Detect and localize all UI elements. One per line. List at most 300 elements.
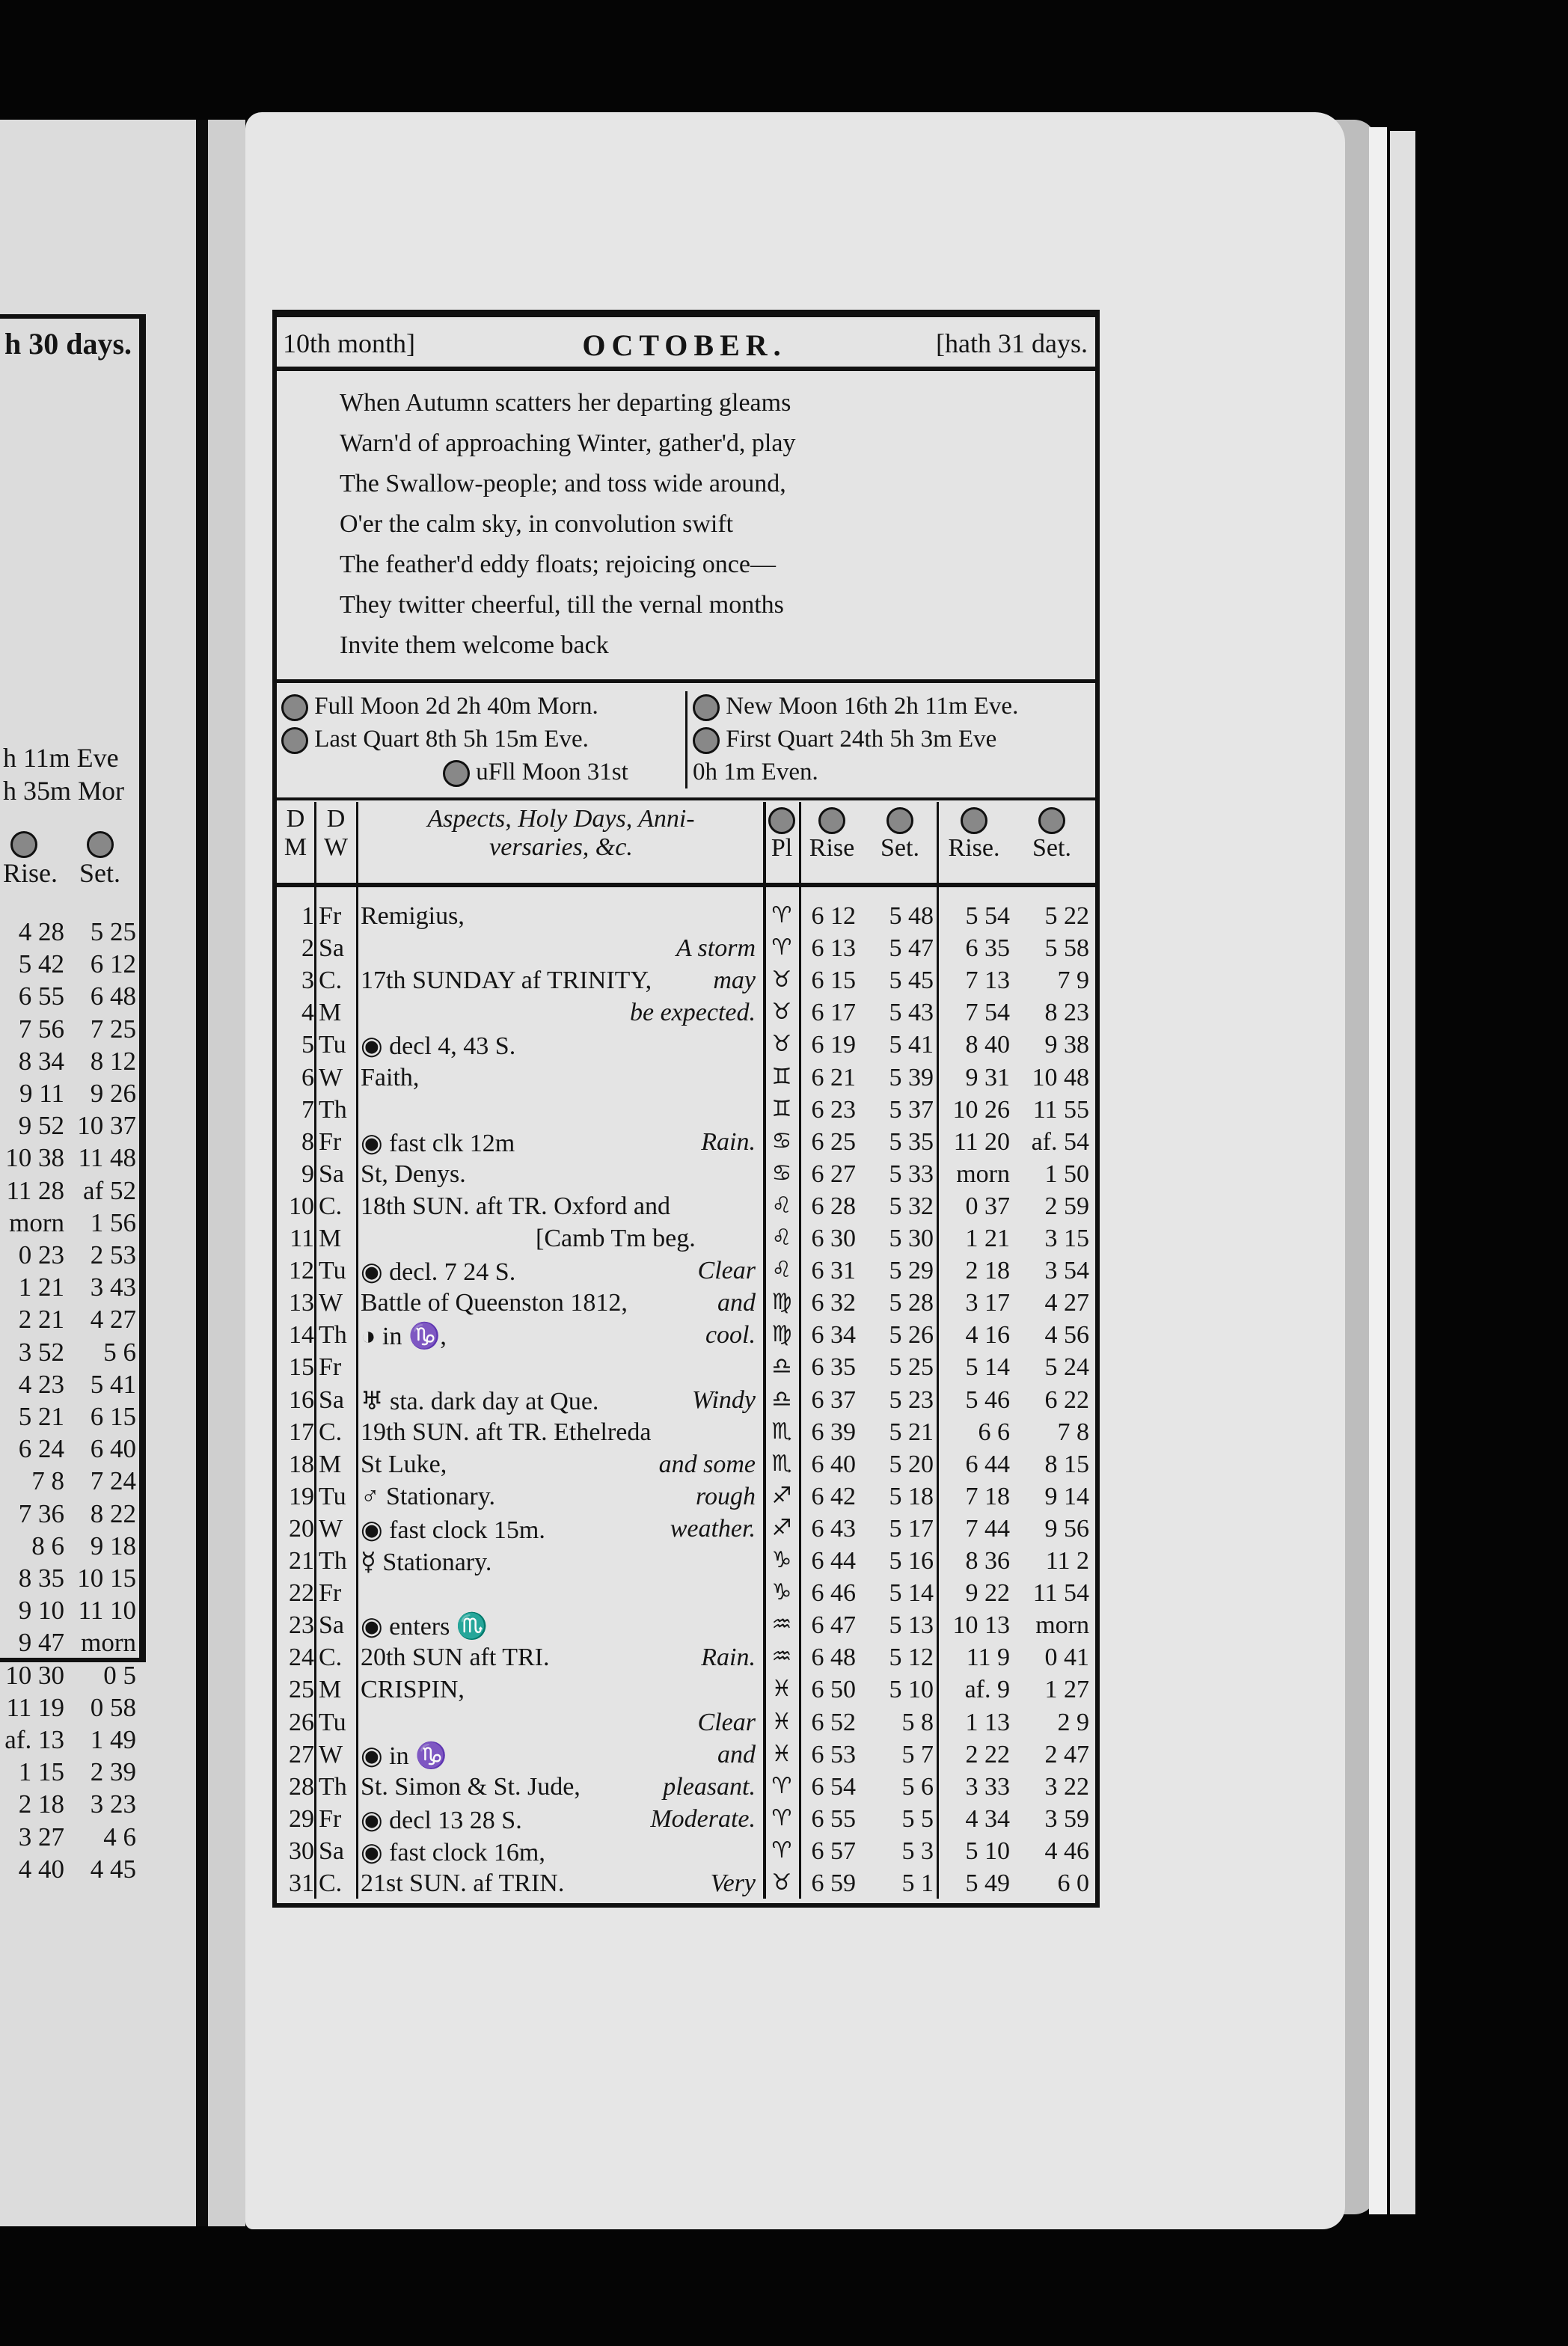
sun-set: 5 8 — [901, 1708, 934, 1736]
previous-page-moon-set: 6 15 — [90, 1402, 136, 1431]
moon-set: 5 24 — [1044, 1353, 1089, 1382]
moon-set: 7 8 — [1057, 1418, 1089, 1446]
previous-page-moon-set: 4 27 — [90, 1305, 136, 1335]
sun-rise: 6 15 — [811, 967, 856, 995]
day-of-month: 2 — [301, 934, 314, 963]
zodiac-sign: ♈ — [771, 1772, 792, 1799]
last-quarter-entry: Last Quart 8th 5h 15m Eve. — [281, 726, 589, 754]
day-of-week: M — [319, 1676, 342, 1704]
moon-rise: 8 36 — [965, 1547, 1010, 1575]
aspect-text: 17th SUNDAY af TRINITY, — [361, 967, 652, 995]
zodiac-sign: ♌ — [771, 1192, 792, 1219]
weather-note: and some — [658, 1450, 756, 1478]
day-of-week: Tu — [319, 1257, 346, 1285]
zodiac-sign: ♑ — [771, 1547, 792, 1573]
previous-page-row — [0, 1661, 135, 1693]
sun-set: 5 47 — [889, 934, 934, 963]
previous-page-moon-set: af 52 — [83, 1175, 136, 1205]
sun-set: 5 6 — [901, 1772, 934, 1801]
previous-page-moon-rise: 6 55 — [18, 981, 64, 1011]
previous-page-col-set: Set. — [79, 858, 121, 888]
moon-set: 8 15 — [1044, 1450, 1089, 1478]
calendar-row — [277, 1644, 1095, 1676]
day-of-week: Th — [319, 1095, 347, 1124]
previous-page-row — [0, 1693, 135, 1725]
sun-rise: 6 27 — [811, 1160, 856, 1188]
aspect-text: 21st SUN. af TRIN. — [361, 1869, 565, 1897]
previous-page-row — [0, 1499, 135, 1531]
moon-rise: 4 34 — [965, 1804, 1010, 1833]
day-of-month: 3 — [301, 967, 314, 995]
full-moon-icon — [443, 760, 470, 787]
poem-line: The feather'd eddy floats; rejoicing once— — [340, 551, 776, 578]
aspect-text: St Luke, — [361, 1450, 447, 1478]
calendar-row — [277, 1257, 1095, 1289]
sun-rise: 6 32 — [811, 1289, 856, 1317]
moon-set: 11 54 — [1032, 1579, 1089, 1608]
moon-rise: morn — [956, 1160, 1010, 1188]
sun-rise: 6 42 — [811, 1482, 856, 1510]
previous-page-row — [0, 1531, 135, 1564]
first-quarter-entry: First Quart 24th 5h 3m Eve — [693, 726, 996, 754]
second-full-moon-time: 0h 1m Even. — [693, 759, 818, 785]
moon-rise: 7 13 — [965, 967, 1010, 995]
aspect-text: ♅ sta. dark day at Que. — [361, 1387, 599, 1415]
sun-set: 5 43 — [889, 999, 934, 1027]
day-of-month: 10 — [289, 1192, 314, 1220]
day-of-month: 16 — [289, 1385, 314, 1414]
last-quarter-icon — [281, 727, 308, 754]
aspect-text: Battle of Queenston 1812, — [361, 1289, 628, 1317]
previous-page-row — [0, 949, 135, 981]
previous-page-moon-set: 10 37 — [77, 1111, 136, 1141]
moon-rise: 7 44 — [965, 1514, 1010, 1543]
moon-set: 3 59 — [1044, 1804, 1089, 1833]
previous-page-moon-rise: 7 56 — [18, 1014, 64, 1044]
sun-set: 5 41 — [889, 1031, 934, 1059]
day-of-month: 28 — [289, 1772, 314, 1801]
calendar-row — [277, 1579, 1095, 1611]
calendar-row — [277, 1386, 1095, 1418]
aspect-text: ◉ decl 13 28 S. — [361, 1806, 522, 1834]
day-of-week: Th — [319, 1772, 347, 1801]
weather-note: Very — [710, 1869, 756, 1897]
moon-rise: 2 18 — [965, 1257, 1010, 1285]
previous-page-moon-set: 0 5 — [103, 1660, 136, 1690]
moon-set: 6 0 — [1057, 1869, 1089, 1897]
sun-rise: 6 54 — [811, 1772, 856, 1801]
day-of-week: Fr — [319, 1127, 342, 1156]
sun-set: 5 18 — [889, 1482, 934, 1510]
calendar-row — [277, 1676, 1095, 1708]
moon-rise: 7 18 — [965, 1482, 1010, 1510]
weather-note: be expected. — [630, 999, 756, 1027]
weather-note: may — [713, 967, 756, 995]
full-moon-icon — [281, 694, 308, 721]
calendar-row — [277, 1451, 1095, 1483]
previous-page-moon-rise: 11 28 — [6, 1175, 64, 1205]
aspect-text: ◉ enters ♏ — [361, 1613, 489, 1641]
calendar-row — [277, 1611, 1095, 1644]
zodiac-sign: ♊ — [771, 1063, 792, 1090]
sun-rise: 6 47 — [811, 1611, 856, 1640]
day-of-week: Sa — [319, 934, 344, 963]
sun-set: 5 17 — [889, 1514, 934, 1543]
day-of-week: C. — [319, 967, 343, 995]
zodiac-sign: ♒ — [771, 1611, 792, 1638]
previous-page-header: h 30 days. — [4, 327, 132, 361]
previous-page-moon-rise: 9 10 — [18, 1596, 64, 1626]
previous-page-moon-rise: 7 36 — [18, 1498, 64, 1528]
calendar-row — [277, 1289, 1095, 1321]
previous-page-moon-rise: morn — [9, 1207, 64, 1237]
previous-page-row — [0, 1240, 135, 1272]
previous-page-row — [0, 1014, 135, 1047]
previous-page-moon-rise: 4 23 — [18, 1369, 64, 1399]
moon-set: 11 55 — [1032, 1095, 1089, 1124]
calendar-row — [277, 1547, 1095, 1579]
previous-page-row — [0, 1466, 135, 1498]
previous-page-row — [0, 1628, 135, 1660]
calendar-row — [277, 1805, 1095, 1837]
sun-set: 5 39 — [889, 1063, 934, 1091]
days-count: [hath 31 days. — [936, 328, 1088, 358]
moon-rise: 4 16 — [965, 1321, 1010, 1350]
zodiac-sign: ♈ — [771, 1837, 792, 1863]
previous-page-moon-rise: 11 19 — [6, 1692, 64, 1722]
sun-set: 5 32 — [889, 1192, 934, 1220]
sun-rise: 6 21 — [811, 1063, 856, 1091]
moon-rise: 5 14 — [965, 1353, 1010, 1382]
previous-page-moon-rise: 8 34 — [18, 1046, 64, 1076]
day-of-month: 21 — [289, 1547, 314, 1575]
day-of-month: 29 — [289, 1804, 314, 1833]
sun-set: 5 48 — [889, 902, 934, 930]
previous-page-moon-set: 2 53 — [90, 1240, 136, 1270]
day-of-week: Th — [319, 1321, 347, 1350]
sun-rise: 6 28 — [811, 1192, 856, 1220]
sun-set: 5 26 — [889, 1321, 934, 1350]
moon-set: morn — [1035, 1611, 1089, 1640]
col-moon-set: Set. — [1013, 805, 1091, 863]
weather-note: A storm — [676, 934, 756, 963]
aspect-text: St. Simon & St. Jude, — [361, 1772, 581, 1801]
col-moon-rise: Rise. — [937, 805, 1011, 863]
sun-set: 5 35 — [889, 1127, 934, 1156]
weather-note: rough — [696, 1482, 756, 1510]
moon-rise: 11 20 — [953, 1127, 1010, 1156]
previous-page-moon-rise: 2 18 — [18, 1789, 64, 1819]
day-of-month: 24 — [289, 1644, 314, 1672]
previous-page-moon-set: 4 6 — [103, 1822, 136, 1852]
moon-set: 4 56 — [1044, 1321, 1089, 1350]
new-moon-icon — [693, 694, 720, 721]
previous-page-moon-rise: 9 52 — [18, 1111, 64, 1141]
moon-face-icon — [961, 807, 987, 834]
aspect-text: [Camb Tm beg. — [536, 1225, 696, 1252]
zodiac-sign: ♓ — [771, 1708, 792, 1735]
day-of-month: 8 — [301, 1127, 314, 1156]
weather-note: Moderate. — [650, 1804, 756, 1833]
calendar-row — [277, 1773, 1095, 1805]
sun-set: 5 45 — [889, 967, 934, 995]
day-of-week: W — [319, 1740, 343, 1768]
moon-rise: 7 54 — [965, 999, 1010, 1027]
sun-rise: 6 50 — [811, 1676, 856, 1704]
zodiac-sign: ♎ — [771, 1353, 792, 1380]
moon-rule — [277, 797, 1095, 800]
weather-note: Rain. — [701, 1127, 756, 1156]
col-day-of-week: D W — [323, 805, 349, 861]
zodiac-sign: ♉ — [771, 1031, 792, 1058]
aspect-text: ◉ fast clock 16m, — [361, 1838, 545, 1866]
sun-rise: 6 55 — [811, 1804, 856, 1833]
zodiac-sign: ♈ — [771, 902, 792, 928]
day-of-month: 22 — [289, 1579, 314, 1608]
previous-page-moon-line: h 11m Eve — [3, 743, 119, 773]
previous-page-moon-set: 6 12 — [90, 949, 136, 979]
weather-note: weather. — [670, 1514, 756, 1543]
day-of-month: 19 — [289, 1482, 314, 1510]
previous-page-moon-set: 7 25 — [90, 1014, 136, 1044]
moon-set: 3 22 — [1044, 1772, 1089, 1801]
moon-rise: 3 17 — [965, 1289, 1010, 1317]
previous-page-row — [0, 981, 135, 1014]
moon-set: 2 47 — [1044, 1740, 1089, 1768]
day-of-week: C. — [319, 1869, 343, 1897]
col-planet: Pl — [765, 805, 799, 863]
previous-page-moon-set: 5 25 — [90, 917, 136, 946]
previous-page-row — [0, 1208, 135, 1240]
moon-set: 10 48 — [1032, 1063, 1089, 1091]
previous-page-moon-rise: 4 28 — [18, 917, 64, 946]
sun-rise: 6 53 — [811, 1740, 856, 1768]
previous-page-row — [0, 1370, 135, 1402]
day-of-week: M — [319, 1225, 342, 1252]
zodiac-sign: ♏ — [771, 1450, 792, 1477]
sun-set: 5 28 — [889, 1289, 934, 1317]
previous-page-row — [0, 1789, 135, 1822]
planet-icon — [768, 807, 795, 834]
zodiac-sign: ♎ — [771, 1385, 792, 1412]
aspect-text: CRISPIN, — [361, 1676, 465, 1704]
day-of-month: 9 — [301, 1160, 314, 1188]
day-of-week: Tu — [319, 1482, 346, 1510]
sun-rise: 6 40 — [811, 1450, 856, 1478]
day-of-month: 12 — [289, 1257, 314, 1285]
day-of-week: C. — [319, 1644, 343, 1672]
sun-rise: 6 19 — [811, 1031, 856, 1059]
aspect-text: Remigius, — [361, 902, 465, 930]
moon-rise: af. 9 — [964, 1676, 1010, 1704]
moon-rise: 3 33 — [965, 1772, 1010, 1801]
previous-page-moon-rise: 7 8 — [31, 1466, 64, 1496]
day-of-month: 30 — [289, 1837, 314, 1865]
previous-page-row — [0, 1596, 135, 1628]
col-sun-set: Set. — [865, 805, 935, 863]
october-calendar — [272, 310, 1100, 1908]
previous-page-moon-rise: 4 40 — [18, 1854, 64, 1884]
aspect-text: ◉ fast clock 15m. — [361, 1516, 545, 1544]
sun-set: 5 23 — [889, 1385, 934, 1414]
zodiac-sign: ♐ — [771, 1514, 792, 1541]
calendar-row — [277, 1418, 1095, 1451]
aspect-text: 18th SUN. aft TR. Oxford and — [361, 1192, 670, 1220]
calendar-row — [277, 1741, 1095, 1773]
month-title: OCTOBER. — [582, 328, 787, 362]
new-moon-entry: New Moon 16th 2h 11m Eve. — [693, 693, 1018, 721]
previous-page-moon-set: 8 12 — [90, 1046, 136, 1076]
previous-page-row — [0, 1176, 135, 1208]
previous-page-row — [0, 1079, 135, 1111]
moon-set: 3 15 — [1044, 1225, 1089, 1252]
previous-page-row — [0, 1757, 135, 1789]
day-of-month: 5 — [301, 1031, 314, 1059]
zodiac-sign: ♓ — [771, 1740, 792, 1767]
previous-page-row — [0, 1143, 135, 1175]
col-aspects: Aspects, Holy Days, Anni- versaries, &c. — [427, 805, 695, 861]
moon-rise: 9 31 — [965, 1063, 1010, 1091]
moon-rise: 1 21 — [965, 1225, 1010, 1252]
sun-rise: 6 48 — [811, 1644, 856, 1672]
poem-line: O'er the calm sky, in convolution swift — [340, 510, 734, 538]
sun-rise: 6 52 — [811, 1708, 856, 1736]
day-of-month: 26 — [289, 1708, 314, 1736]
previous-page-moon-set: 9 26 — [90, 1079, 136, 1108]
moon-set: 1 50 — [1044, 1160, 1089, 1188]
sun-rise: 6 25 — [811, 1127, 856, 1156]
moon-rise: 5 54 — [965, 902, 1010, 930]
moon-rise: 5 46 — [965, 1385, 1010, 1414]
first-quarter-icon — [693, 727, 720, 754]
aspect-text: ◉ decl. 7 24 S. — [361, 1258, 516, 1287]
day-of-month: 23 — [289, 1611, 314, 1640]
weather-note: and — [717, 1289, 756, 1317]
previous-page-moon-set: 3 23 — [90, 1789, 136, 1819]
sun-set: 5 5 — [901, 1804, 934, 1833]
day-of-week: C. — [319, 1418, 343, 1446]
previous-page-moon-set: 6 40 — [90, 1434, 136, 1464]
previous-page-moon-rise: 1 15 — [18, 1757, 64, 1787]
sun-set: 5 21 — [889, 1418, 934, 1446]
calendar-row — [277, 1192, 1095, 1225]
previous-page-moon-rise: 2 21 — [18, 1305, 64, 1335]
previous-page-row — [0, 1047, 135, 1079]
day-of-month: 15 — [289, 1353, 314, 1382]
previous-page-moon-set: 5 6 — [103, 1337, 136, 1367]
aspect-text: ◉ fast clk 12m — [361, 1129, 515, 1157]
previous-page-col-rise: Rise. — [3, 858, 58, 888]
day-of-month: 7 — [301, 1095, 314, 1124]
poem-line: Warn'd of approaching Winter, gather'd, play — [340, 429, 796, 457]
aspect-text: Faith, — [361, 1063, 420, 1091]
sun-set: 5 25 — [889, 1353, 934, 1382]
moon-set: 6 22 — [1044, 1385, 1089, 1414]
page-edge — [1390, 131, 1415, 2214]
moon-set: 9 56 — [1044, 1514, 1089, 1543]
previous-page-moon-set: 5 41 — [90, 1369, 136, 1399]
calendar-row — [277, 999, 1095, 1031]
day-of-week: Fr — [319, 1804, 342, 1833]
moon-rise: 6 35 — [965, 934, 1010, 963]
zodiac-sign: ♍ — [771, 1289, 792, 1316]
poem-line: The Swallow-people; and toss wide around, — [340, 470, 786, 497]
calendar-row — [277, 1353, 1095, 1385]
gutter — [208, 120, 245, 2226]
calendar-row — [277, 1321, 1095, 1353]
previous-page-moon-rise: 9 11 — [19, 1079, 64, 1108]
sun-rise: 6 44 — [811, 1547, 856, 1575]
previous-page-moon-rise: af. 13 — [4, 1725, 64, 1754]
column-header-rule — [277, 883, 1095, 887]
previous-page-moon-rise: 1 21 — [18, 1272, 64, 1302]
previous-page-moon-set: 2 39 — [90, 1757, 136, 1787]
day-of-week: Th — [319, 1547, 347, 1575]
previous-page-moon-line: h 35m Mor — [3, 776, 124, 806]
zodiac-sign: ♌ — [771, 1257, 792, 1284]
weather-note: Clear — [697, 1708, 756, 1736]
gutter-rule — [196, 120, 208, 2226]
aspect-text: 20th SUN aft TRI. — [361, 1644, 550, 1672]
day-of-week: W — [319, 1063, 343, 1091]
day-of-month: 1 — [301, 902, 314, 930]
previous-page-row — [0, 1434, 135, 1466]
previous-page-moon-set: 4 45 — [90, 1854, 136, 1884]
day-of-week: Sa — [319, 1611, 344, 1640]
sun-rise: 6 31 — [811, 1257, 856, 1285]
moon-set: 4 46 — [1044, 1837, 1089, 1865]
moon-set: af. 54 — [1031, 1127, 1089, 1156]
weather-note: Rain. — [701, 1644, 756, 1672]
zodiac-sign: ♒ — [771, 1644, 792, 1670]
weather-note: pleasant. — [663, 1772, 756, 1801]
second-full-moon-entry: uFll Moon 31st — [443, 759, 628, 787]
previous-page-row — [0, 1305, 135, 1337]
moon-set: 3 54 — [1044, 1257, 1089, 1285]
zodiac-sign: ♑ — [771, 1579, 792, 1606]
weather-note: cool. — [705, 1321, 756, 1350]
previous-page-moon-set: 7 24 — [90, 1466, 136, 1496]
month-number: 10th month] — [283, 328, 415, 358]
zodiac-sign: ♋ — [771, 1160, 792, 1186]
sun-set: 5 3 — [901, 1837, 934, 1865]
zodiac-sign: ♐ — [771, 1482, 792, 1509]
calendar-row — [277, 1128, 1095, 1160]
moon-set: 11 2 — [1045, 1547, 1089, 1575]
zodiac-sign: ♈ — [771, 1804, 792, 1831]
zodiac-sign: ♈ — [771, 934, 792, 961]
moon-set: 2 59 — [1044, 1192, 1089, 1220]
previous-page-moon-rise: 6 24 — [18, 1434, 64, 1464]
day-of-week: Tu — [319, 1708, 346, 1736]
previous-page-moon-rise: 8 6 — [31, 1531, 64, 1561]
day-of-week: W — [319, 1289, 343, 1317]
day-of-month: 4 — [301, 999, 314, 1027]
sun-rise: 6 30 — [811, 1225, 856, 1252]
sun-set: 5 10 — [889, 1676, 934, 1704]
zodiac-sign: ♉ — [771, 967, 792, 993]
sun-set: 5 7 — [901, 1740, 934, 1768]
previous-page-moon-rise: 3 27 — [18, 1822, 64, 1852]
aspect-text: St, Denys. — [361, 1160, 466, 1188]
moon-set: 2 9 — [1057, 1708, 1089, 1736]
previous-page-moon-set: 11 48 — [78, 1143, 136, 1173]
sun-set: 5 13 — [889, 1611, 934, 1640]
previous-page-moon-set: 1 49 — [90, 1725, 136, 1754]
previous-page-moon-set: 11 10 — [78, 1596, 136, 1626]
previous-page-row — [0, 1725, 135, 1757]
sun-set: 5 29 — [889, 1257, 934, 1285]
